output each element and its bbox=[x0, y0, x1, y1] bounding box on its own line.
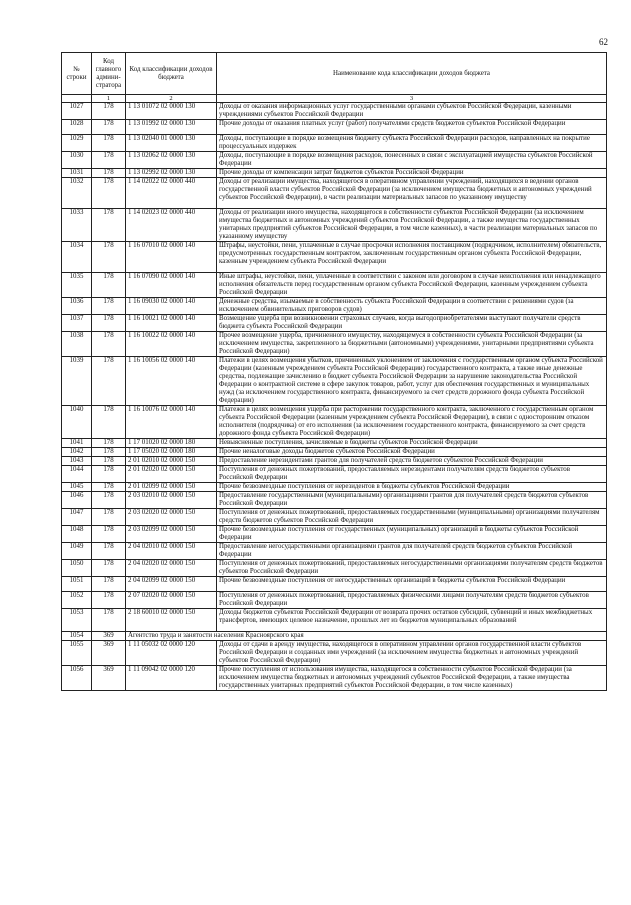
classification-code: 1 13 01992 02 0000 130 bbox=[126, 120, 217, 135]
classification-code: 1 16 10022 02 0000 140 bbox=[126, 332, 217, 357]
classification-code: 1 16 07090 02 0000 140 bbox=[126, 273, 217, 298]
classification-code: 2 04 02010 02 0000 150 bbox=[126, 543, 217, 560]
code-name: Платежи в целях возмещения убытков, причиненных уклонением от заключения с государственным органом субъекта Российской Федерации (казенным учреждением субъекта Российской Федерации) государственного контракта, а также иные денежные средства, подлежащие зачислению в бюджет субъекта Российской Федерации за нарушение законодательства Российской Федерации о контрактной системе в сфере закупок товаров, работ, услуг для обеспечения государственных и муниципальных нужд (за исключением государственного контракта, финансируемого за счет средств дорожного фонда субъекта Российской Федерации) bbox=[217, 357, 607, 406]
code-name: Штрафы, неустойки, пени, уплаченные в случае просрочки исполнения поставщиком (подрядчиком, исполнителем) обязательств, предусмотренных государственным контрактом, заключенным государственным органом субъекта Российской Федерации, казенным учреждением субъекта Российской Федерации bbox=[217, 242, 607, 273]
code-name: Доходы бюджетов субъектов Российской Федерации от возврата прочих остатков субсидий, субвенций и иных межбюджетных трансфертов, имеющих целевое назначение, прошлых лет из бюджетов муниципальных образований bbox=[217, 609, 607, 632]
row-number: 1030 bbox=[62, 152, 92, 169]
admin-code: 178 bbox=[92, 152, 126, 169]
admin-code: 178 bbox=[92, 466, 126, 483]
row-number: 1048 bbox=[62, 526, 92, 543]
code-name: Предоставление нерезидентами грантов для получателей средств бюджетов субъектов Российской Федерации bbox=[217, 457, 607, 466]
code-name: Доходы от оказания информационных услуг государственными органами субъектов Российской Федерации, казенными учреждениями субъектов Российской Федерации bbox=[217, 103, 607, 120]
row-number: 1034 bbox=[62, 242, 92, 273]
row-number: 1039 bbox=[62, 357, 92, 406]
table-row bbox=[62, 120, 607, 135]
classification-code: 2 04 02099 02 0000 150 bbox=[126, 577, 217, 592]
table-row bbox=[62, 466, 607, 483]
row-number: 1040 bbox=[62, 406, 92, 439]
header-admin-code: Код главного админи-стратора bbox=[92, 53, 126, 95]
code-name: Доходы от реализации иного имущества, находящегося в собственности субъектов Российской Федерации (за исключением имущества бюджетных и автономных учреждений субъектов Российской Федерации, а также имущества государственных унитарных предприятий субъектов Российской Федерации, в том числе казенных), в части реализации материальных запасов по указанному имуществу bbox=[217, 209, 607, 242]
header-code-name: Наименование кода классификации доходов бюджета bbox=[217, 53, 607, 95]
admin-code: 178 bbox=[92, 332, 126, 357]
table-row bbox=[62, 406, 607, 439]
code-name: Прочие безвозмездные поступления от государственных (муниципальных) организаций в бюджеты субъектов Российской Федерации bbox=[217, 526, 607, 543]
row-number: 1053 bbox=[62, 609, 92, 632]
classification-code: 1 11 09042 02 0000 120 bbox=[126, 666, 217, 691]
admin-code: 178 bbox=[92, 592, 126, 609]
admin-code: 369 bbox=[92, 666, 126, 691]
admin-code: 178 bbox=[92, 492, 126, 509]
table-row bbox=[62, 609, 607, 632]
classification-code: 2 03 02010 02 0000 150 bbox=[126, 492, 217, 509]
header-row-number: № строки bbox=[62, 53, 92, 95]
row-number: 1052 bbox=[62, 592, 92, 609]
classification-code: 2 03 02020 02 0000 150 bbox=[126, 509, 217, 526]
table-row bbox=[62, 543, 607, 560]
table-row bbox=[62, 103, 607, 120]
table-row bbox=[62, 273, 607, 298]
row-number: 1032 bbox=[62, 178, 92, 209]
table-row bbox=[62, 560, 607, 577]
code-name: Поступления от денежных пожертвований, предоставляемых негосударственными организациями получателям средств бюджетов субъектов Российской Федерации bbox=[217, 560, 607, 577]
table-row bbox=[62, 152, 607, 169]
classification-code: 1 16 10056 02 0000 140 bbox=[126, 357, 217, 406]
code-name: Предоставление государственными (муниципальными) организациями грантов для получателей средств бюджетов субъектов Российской Федерации bbox=[217, 492, 607, 509]
table-row bbox=[62, 439, 607, 448]
table-row bbox=[62, 492, 607, 509]
column-number bbox=[62, 95, 92, 103]
classification-code: 2 01 02020 02 0000 150 bbox=[126, 466, 217, 483]
admin-code: 178 bbox=[92, 103, 126, 120]
row-number: 1046 bbox=[62, 492, 92, 509]
table-row bbox=[62, 526, 607, 543]
classification-code: 1 13 02040 01 0000 130 bbox=[126, 135, 217, 152]
code-name: Доходы от реализации имущества, находящегося в оперативном управлении учреждений, находящихся в ведении органов государственной власти субъектов Российской Федерации (за исключением имущества бюджетных и автономных учреждений субъектов Российской Федерации), в части реализации материальных запасов по указанному имуществу bbox=[217, 178, 607, 209]
row-number: 1036 bbox=[62, 298, 92, 315]
revenue-classification-table bbox=[61, 52, 607, 691]
page-number: 62 bbox=[599, 37, 608, 47]
code-name: Прочие доходы от компенсации затрат бюджетов субъектов Российской Федерации bbox=[217, 169, 607, 178]
table-row bbox=[62, 483, 607, 492]
table-row bbox=[62, 135, 607, 152]
admin-code: 178 bbox=[92, 439, 126, 448]
code-name: Поступления от денежных пожертвований, предоставляемых нерезидентами получателям средств бюджетов субъектов Российской Федерации bbox=[217, 466, 607, 483]
admin-code: 369 bbox=[92, 632, 126, 641]
row-number: 1045 bbox=[62, 483, 92, 492]
code-name: Прочие поступления от использования имущества, находящегося в собственности субъектов Российской Федерации (за исключением имущества бюджетных и автономных учреждений субъектов Российской Федерации, а также имущества государственных унитарных предприятий субъектов Российской Федерации, в том числе казенных) bbox=[217, 666, 607, 691]
classification-code: 1 13 02062 02 0000 130 bbox=[126, 152, 217, 169]
table-row bbox=[62, 666, 607, 691]
row-number: 1055 bbox=[62, 641, 92, 666]
table-row bbox=[62, 178, 607, 209]
table-row bbox=[62, 298, 607, 315]
admin-code: 178 bbox=[92, 543, 126, 560]
table-row bbox=[62, 357, 607, 406]
admin-code: 178 bbox=[92, 273, 126, 298]
classification-code: 1 16 09030 02 0000 140 bbox=[126, 298, 217, 315]
row-number: 1033 bbox=[62, 209, 92, 242]
table-row bbox=[62, 457, 607, 466]
row-number: 1043 bbox=[62, 457, 92, 466]
code-name: Невыясненные поступления, зачисляемые в бюджеты субъектов Российской Федерации bbox=[217, 439, 607, 448]
table-row bbox=[62, 332, 607, 357]
classification-code: 2 07 02020 02 0000 150 bbox=[126, 592, 217, 609]
row-number: 1047 bbox=[62, 509, 92, 526]
admin-code: 178 bbox=[92, 357, 126, 406]
classification-code: 1 11 05032 02 0000 120 bbox=[126, 641, 217, 666]
classification-code: 1 17 01020 02 0000 180 bbox=[126, 439, 217, 448]
row-number: 1042 bbox=[62, 448, 92, 457]
code-name: Иные штрафы, неустойки, пени, уплаченные в соответствии с законом или договором в случае неисполнения или ненадлежащего исполнения обязательств перед государственным органом субъекта Российской Федерации, казенным учреждением субъекта Российской Федерации bbox=[217, 273, 607, 298]
classification-code: 2 18 60010 02 0000 150 bbox=[126, 609, 217, 632]
code-name: Прочие доходы от оказания платных услуг (работ) получателями средств бюджетов субъектов Российской Федерации bbox=[217, 120, 607, 135]
classification-code: 1 16 10021 02 0000 140 bbox=[126, 315, 217, 332]
code-name: Прочие неналоговые доходы бюджетов субъектов Российской Федерации bbox=[217, 448, 607, 457]
row-number: 1044 bbox=[62, 466, 92, 483]
classification-code: 2 04 02020 02 0000 150 bbox=[126, 560, 217, 577]
table-row bbox=[62, 509, 607, 526]
header-classification-code: Код классификации доходов бюджета bbox=[126, 53, 217, 95]
admin-code: 178 bbox=[92, 242, 126, 273]
row-number: 1049 bbox=[62, 543, 92, 560]
classification-code: 2 01 02010 02 0000 150 bbox=[126, 457, 217, 466]
classification-code: 2 03 02099 02 0000 150 bbox=[126, 526, 217, 543]
classification-code: 2 01 02099 02 0000 150 bbox=[126, 483, 217, 492]
code-name: Предоставление негосударственными организациями грантов для получателей средств бюджетов субъектов Российской Федерации bbox=[217, 543, 607, 560]
code-name: Поступления от денежных пожертвований, предоставляемых государственными (муниципальными) организациями получателям средств бюджетов субъектов Российской Федерации bbox=[217, 509, 607, 526]
admin-code: 178 bbox=[92, 298, 126, 315]
admin-code: 369 bbox=[92, 641, 126, 666]
row-number: 1037 bbox=[62, 315, 92, 332]
row-number: 1031 bbox=[62, 169, 92, 178]
column-number: 3 bbox=[217, 95, 607, 103]
classification-code: 1 14 02022 02 0000 440 bbox=[126, 178, 217, 209]
table-row bbox=[62, 315, 607, 332]
admin-code: 178 bbox=[92, 209, 126, 242]
code-name: Прочие безвозмездные поступления от нерезидентов в бюджеты субъектов Российской Федерации bbox=[217, 483, 607, 492]
admin-code: 178 bbox=[92, 526, 126, 543]
row-number: 1056 bbox=[62, 666, 92, 691]
code-name: Поступления от денежных пожертвований, предоставляемых физическими лицами получателям средств бюджетов субъектов Российской Федерации bbox=[217, 592, 607, 609]
admin-code: 178 bbox=[92, 406, 126, 439]
code-name: Возмещение ущерба при возникновении страховых случаев, когда выгодоприобретателями выступают получатели средств бюджета субъекта Российской Федерации bbox=[217, 315, 607, 332]
column-number: 1 bbox=[92, 95, 126, 103]
admin-code: 178 bbox=[92, 457, 126, 466]
admin-code: 178 bbox=[92, 120, 126, 135]
admin-code: 178 bbox=[92, 483, 126, 492]
table-row bbox=[62, 169, 607, 178]
admin-code: 178 bbox=[92, 315, 126, 332]
row-number: 1028 bbox=[62, 120, 92, 135]
code-name: Доходы от сдачи в аренду имущества, находящегося в оперативном управлении органов государственной власти субъектов Российской Федерации и созданных ими учреждений (за исключением имущества бюджетных и автономных учреждений субъектов Российской Федерации) bbox=[217, 641, 607, 666]
classification-code: 1 13 01072 02 0000 130 bbox=[126, 103, 217, 120]
admin-code: 178 bbox=[92, 509, 126, 526]
row-number: 1038 bbox=[62, 332, 92, 357]
admin-code: 178 bbox=[92, 560, 126, 577]
table-row bbox=[62, 592, 607, 609]
row-number: 1029 bbox=[62, 135, 92, 152]
table-header-row bbox=[62, 53, 607, 95]
classification-code: 1 17 05020 02 0000 180 bbox=[126, 448, 217, 457]
row-number: 1050 bbox=[62, 560, 92, 577]
row-number: 1035 bbox=[62, 273, 92, 298]
table-row bbox=[62, 242, 607, 273]
admin-code: 178 bbox=[92, 577, 126, 592]
code-name: Доходы, поступающие в порядке возмещения расходов, понесенных в связи с эксплуатацией имущества субъектов Российской Федерации bbox=[217, 152, 607, 169]
column-number-row bbox=[62, 95, 607, 103]
classification-code: 1 13 02992 02 0000 130 bbox=[126, 169, 217, 178]
admin-code: 178 bbox=[92, 169, 126, 178]
row-number: 1041 bbox=[62, 439, 92, 448]
code-name: Прочее возмещение ущерба, причиненного имуществу, находящемуся в собственности субъекта Российской Федерации (за исключением имущества, закрепленного за бюджетными (автономными) учреждениями, унитарными предприятиями субъекта Российской Федерации) bbox=[217, 332, 607, 357]
section-title: Агентство труда и занятости населения Красноярского края bbox=[126, 632, 607, 641]
classification-code: 1 16 07010 02 0000 140 bbox=[126, 242, 217, 273]
row-number: 1054 bbox=[62, 632, 92, 641]
table-body bbox=[62, 103, 607, 691]
admin-code: 178 bbox=[92, 448, 126, 457]
code-name: Денежные средства, изымаемые в собственность субъекта Российской Федерации в соответствии с решениями судов (за исключением обвинительных приговоров судов) bbox=[217, 298, 607, 315]
admin-code: 178 bbox=[92, 178, 126, 209]
row-number: 1027 bbox=[62, 103, 92, 120]
code-name: Доходы, поступающие в порядке возмещения бюджету субъекта Российской Федерации расходов, направленных на покрытие процессуальных издержек bbox=[217, 135, 607, 152]
table-row bbox=[62, 448, 607, 457]
classification-code: 1 16 10076 02 0000 140 bbox=[126, 406, 217, 439]
table-row bbox=[62, 577, 607, 592]
admin-code: 178 bbox=[92, 609, 126, 632]
section-row bbox=[62, 632, 607, 641]
table-row bbox=[62, 209, 607, 242]
column-number: 2 bbox=[126, 95, 217, 103]
code-name: Платежи в целях возмещения ущерба при расторжении государственного контракта, заключенного с государственным органом субъекта Российской Федерации (казенным учреждением субъекта Российской Федерации), в связи с односторонним отказом исполнителя (подрядчика) от его исполнения (за исключением государственного контракта, финансируемого за счет средств дорожного фонда субъекта Российской Федерации) bbox=[217, 406, 607, 439]
classification-code: 1 14 02023 02 0000 440 bbox=[126, 209, 217, 242]
table-row bbox=[62, 641, 607, 666]
row-number: 1051 bbox=[62, 577, 92, 592]
code-name: Прочие безвозмездные поступления от негосударственных организаций в бюджеты субъектов Российской Федерации bbox=[217, 577, 607, 592]
admin-code: 178 bbox=[92, 135, 126, 152]
